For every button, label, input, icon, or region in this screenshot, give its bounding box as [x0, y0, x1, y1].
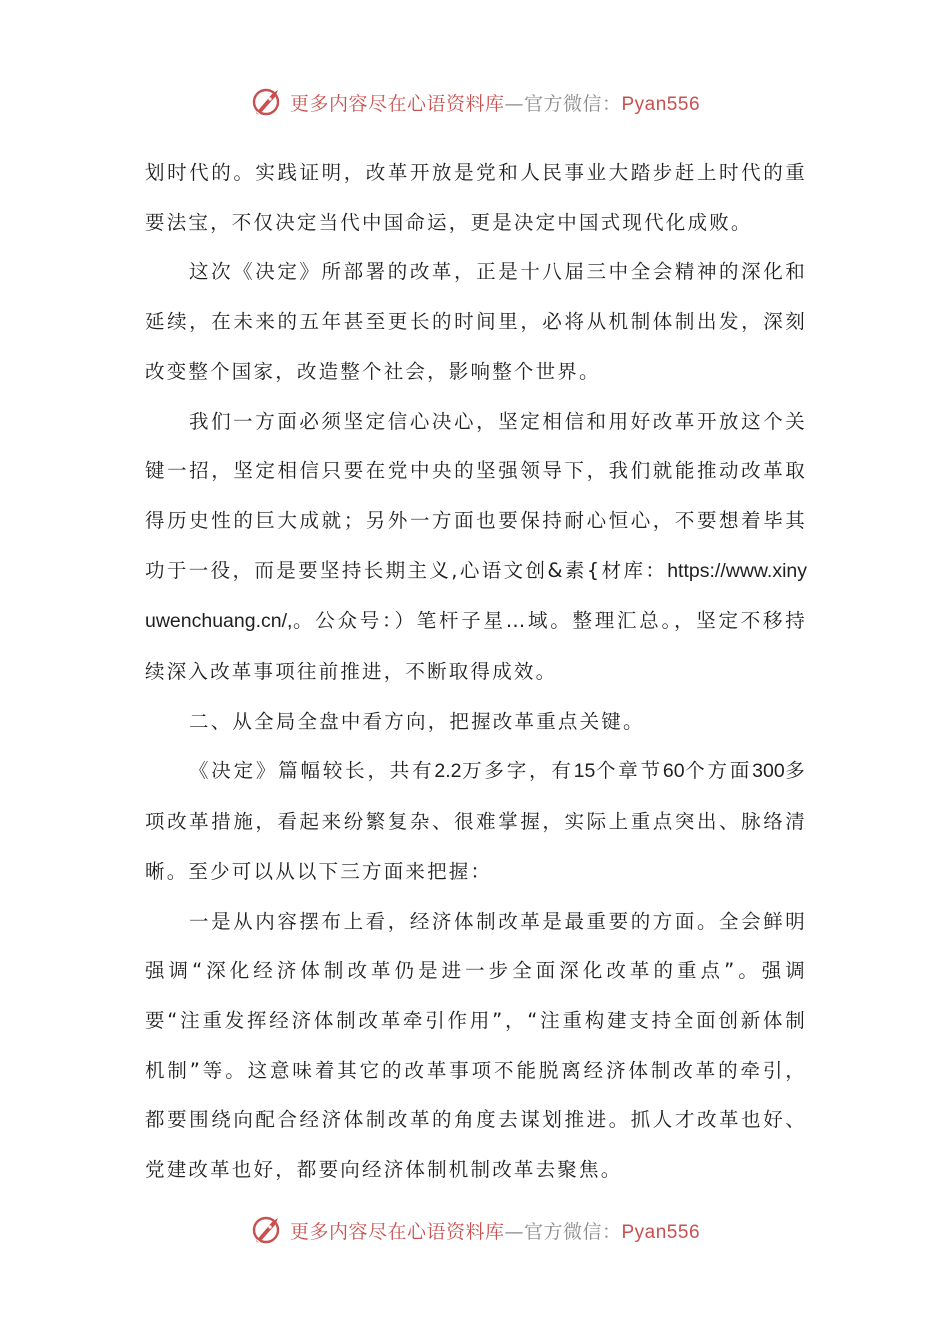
paragraph-3-url: https://www.xinyuwenchuang.cn/, [145, 559, 807, 633]
pen-nib-logo-icon [250, 85, 284, 119]
header-banner-text [290, 89, 700, 116]
paragraph-5-num-4: 300 [752, 760, 785, 783]
footer-banner [0, 1210, 950, 1250]
paragraph-5-num-1: 2.2 [434, 760, 462, 783]
footer-banner-text [290, 1217, 700, 1244]
pen-nib-logo-icon [250, 1213, 284, 1247]
header-wechat-id: Pyan556 [621, 93, 701, 115]
paragraph-5-text-5: 多项改革措施，看起来纷繁复杂、很难掌握，实际上重点突出、脉络清晰。至少可以从以下三方面来把握： [145, 759, 807, 883]
header-wechat-label: 官方微信： [523, 92, 622, 115]
paragraph-5-text-2: 万多字，有 [461, 759, 574, 783]
paragraph-3 [145, 397, 807, 697]
footer-separator: — [504, 1220, 524, 1243]
document-body [145, 148, 807, 1195]
paragraph-3-text-a: 我们一方面必须坚定信心决心，坚定相信和用好改革开放这个关键一招，坚定相信只要在党中央的坚强领导下，我们就能推动改革取得历史性的巨大成就；另外一方面也要保持耐心恒心，不要想着毕其功于一役，而是要坚持长期主义,心语文创&素{材库： [145, 409, 807, 582]
footer-wechat-id: Pyan556 [621, 1221, 701, 1243]
footer-wechat-label: 官方微信： [523, 1220, 622, 1243]
paragraph-3-text-b: 。公众号：）笔杆子星…域。整理汇总。，坚定不移持续深入改革事项往前推进，不断取得成效。 [145, 609, 807, 684]
footer-brand: 更多内容尽在心语资料库 [289, 1220, 505, 1243]
paragraph-5-num-3: 60 [662, 760, 685, 783]
paragraph-2: 这次《决定》所部署的改革，正是十八届三中全会精神的深化和延续，在未来的五年甚至更长的时间里，必将从机制体制出发，深刻改变整个国家，改造整个社会，影响整个世界。 [145, 260, 807, 383]
paragraph-5-num-2: 15 [573, 760, 596, 783]
section-heading-2: 二、从全局全盘中看方向，把握改革重点关键。 [189, 709, 645, 733]
header-separator: — [504, 92, 524, 115]
paragraph-5-text-4: 个方面 [684, 759, 753, 783]
paragraph-6: 一是从内容摆布上看，经济体制改革是最重要的方面。全会鲜明强调“深化经济体制改革仍是进一步全面深化改革的重点”。强调要“注重发挥经济体制改革牵引作用”，“注重构建支持全面创新体制机制”等。这意味着其它的改革事项不能脱离经济体制改革的牵引，都要围绕向配合经济体制改革的角度去谋划推进。抓人才改革也好、党建改革也好，都要向经济体制机制改革去聚焦。 [145, 909, 807, 1182]
header-brand: 更多内容尽在心语资料库 [289, 92, 505, 115]
paragraph-5-text-3: 个章节 [595, 759, 663, 783]
paragraph-1: 划时代的。实践证明，改革开放是党和人民事业大踏步赶上时代的重要法宝，不仅决定当代中国命运，更是决定中国式现代化成败。 [145, 161, 807, 234]
header-banner [0, 82, 950, 122]
paragraph-5 [145, 746, 807, 896]
paragraph-5-text-1: 《决定》篇幅较长，共有 [189, 759, 435, 783]
